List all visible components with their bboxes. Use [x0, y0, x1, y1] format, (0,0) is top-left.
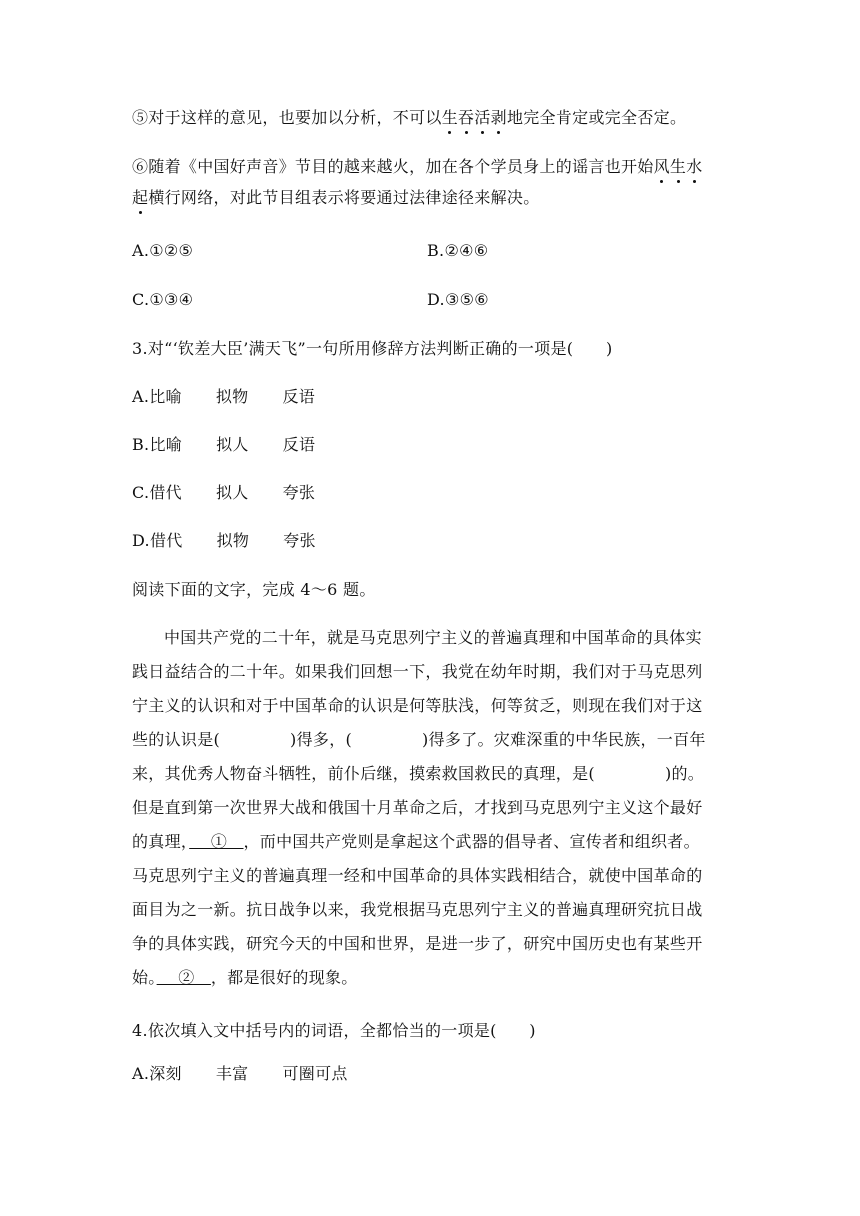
- q2-item6-text: ⑥随着《中国好声音》节目的越来越火，加在各个学员身上的谣言也开始: [132, 157, 654, 176]
- passage-line-7: [132, 831, 700, 853]
- emphasis-char: 生: [669, 157, 687, 176]
- q2-options-row2-col2: [427, 289, 489, 311]
- option-term: 可圈可点: [282, 1064, 348, 1083]
- passage-line-4: [132, 729, 706, 751]
- option-term: 深刻: [149, 1064, 182, 1083]
- option-term: 丰富: [215, 1064, 249, 1083]
- passage-text: )得多了。灾难深重的中华民族，一百年: [422, 730, 706, 749]
- q2-option-c[interactable]: C.①③④: [132, 290, 194, 309]
- option-term: 夸张: [283, 531, 316, 550]
- q2-item-5: [132, 107, 686, 129]
- q3-option-c[interactable]: [132, 482, 315, 504]
- q2-option-d[interactable]: D.③⑤⑥: [427, 290, 489, 309]
- option-term: 反语: [282, 435, 316, 454]
- q2-options-row1-col2: [427, 240, 488, 262]
- q2-option-b[interactable]: B.②④⑥: [427, 241, 489, 260]
- emphasis-char: 剥: [490, 108, 507, 127]
- passage-line-6: 但是直到第一次世界大战和俄国十月革命之后，才找到马克思列宁主义这个最好: [132, 798, 703, 817]
- passage-text: 来，其优秀人物奋斗牺牲，前仆后继，摸索救国救民的真理，是(: [132, 764, 595, 783]
- passage-text: 的真理，: [132, 832, 190, 851]
- passage-line-8: 马克思列宁主义的普遍真理一经和中国革命的具体实践相结合，就使中国革命的: [132, 866, 703, 885]
- option-term: 借代: [149, 531, 183, 550]
- emphasis-char: 风: [653, 157, 670, 176]
- passage-text: 些的认识是(: [132, 730, 221, 749]
- passage-text: )的。: [664, 764, 705, 783]
- option-letter: D.: [132, 531, 150, 550]
- option-letter: B.: [132, 435, 150, 454]
- q3-option-a[interactable]: [132, 386, 315, 408]
- option-letter: C.: [132, 483, 150, 502]
- emphasis-char: 水: [686, 157, 703, 176]
- passage-text: )得多，(: [290, 730, 353, 749]
- option-letter: A.: [132, 1064, 150, 1083]
- passage-line-11: [132, 967, 358, 989]
- option-term: 拟人: [215, 483, 249, 502]
- passage-text: ，而中国共产党则是拿起这个武器的倡导者、宣传者和组织者。: [243, 832, 700, 851]
- q2-item-6-line2: [132, 187, 540, 209]
- emphasis-char: 起: [132, 188, 149, 207]
- passage-text: ，都是很好的现象。: [210, 968, 358, 987]
- q2-option-a[interactable]: A.①②⑤: [132, 241, 194, 260]
- option-letter: A.: [132, 387, 150, 406]
- option-term: 比喻: [149, 435, 183, 454]
- q2-item5-text: ⑤对于这样的意见，也要加以分析，不可以: [132, 108, 442, 127]
- emphasis-char: 活: [474, 108, 491, 127]
- q2-item6-text-end: 横行网络，对此节目组表示将要通过法律途径来解决。: [148, 188, 540, 207]
- passage-line-2: 践日益结合的二十年。如果我们回想一下，我党在幼年时期，我们对于马克思列: [132, 662, 703, 681]
- option-term: 拟物: [216, 531, 250, 550]
- option-term: 反语: [282, 387, 316, 406]
- passage-line-1: 中国共产党的二十年，就是马克思列宁主义的普遍真理和中国革命的具体实: [164, 628, 702, 647]
- option-term: 拟人: [216, 435, 249, 454]
- q2-item-6-line1: [132, 156, 703, 178]
- numbered-blank-2[interactable]: ②: [156, 968, 211, 987]
- q2-options-row2: [132, 289, 193, 311]
- q3-option-b[interactable]: [132, 434, 315, 456]
- q4-option-a[interactable]: [132, 1063, 348, 1085]
- option-term: 比喻: [149, 387, 182, 406]
- numbered-blank-1[interactable]: ①: [189, 832, 244, 851]
- q2-options-row1: [132, 240, 193, 262]
- emphasis-char: 吞: [458, 108, 475, 127]
- passage-line-9: 面目为之一新。抗日战争以来，我党根据马克思列宁主义的普遍真理研究抗日战: [132, 900, 703, 919]
- passage-text: 始。: [132, 968, 157, 987]
- passage-line-5: [132, 763, 704, 785]
- passage-line-3: 宁主义的认识和对于中国革命的认识是何等肤浅，何等贫乏，则现在我们对于这: [132, 696, 703, 715]
- reading-instruction: 阅读下面的文字，完成 4～6 题。: [132, 580, 376, 599]
- option-term: 借代: [149, 483, 182, 502]
- option-term: 夸张: [282, 483, 316, 502]
- emphasis-char: 生: [441, 108, 459, 127]
- option-term: 拟物: [215, 387, 249, 406]
- q3-option-d[interactable]: [132, 530, 316, 552]
- q3-stem: 3.对“‘钦差大臣’满天飞”一句所用修辞方法判断正确的一项是( ): [132, 339, 613, 358]
- passage-line-10: 争的具体实践，研究今天的中国和世界，是进一步了，研究中国历史也有某些开: [132, 934, 703, 953]
- q4-stem: 4.依次填入文中括号内的词语，全都恰当的一项是( ): [132, 1021, 536, 1040]
- q2-item5-text-end: 地完全肯定或完全否定。: [506, 108, 687, 127]
